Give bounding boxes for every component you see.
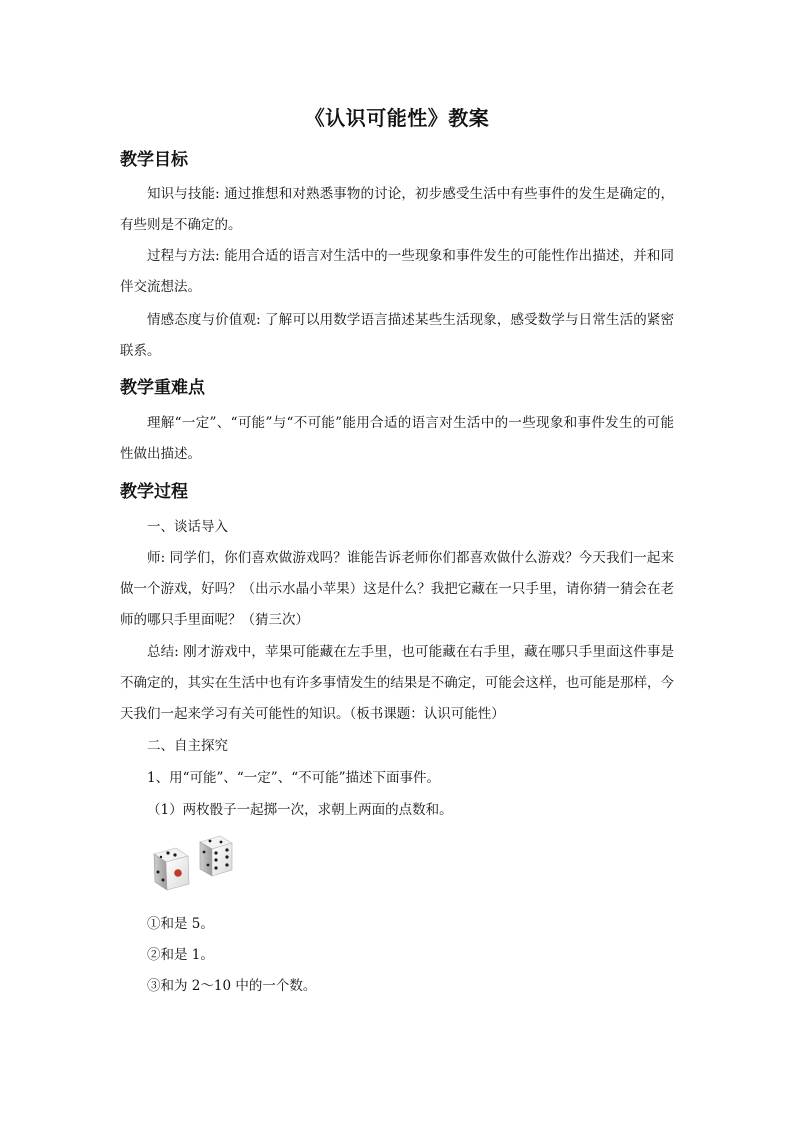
- key-points-paragraph: 理解“一定”、“可能”与“不可能”能用合适的语言对生活中的一些现象和事件发生的可能性做出描述。: [120, 415, 674, 462]
- list-item: ③和为 2～10 中的一个数。: [147, 978, 317, 994]
- process-step-2-title: 二、自主探究: [147, 738, 228, 754]
- section-heading-goals: 教学目标: [120, 150, 188, 170]
- process-step-1-title: 一、谈话导入: [147, 519, 228, 535]
- process-paragraph-intro: 师: 同学们，你们喜欢做游戏吗？谁能告诉老师你们都喜欢做什么游戏？今天我们一起来做一个游戏，好吗？（出示水晶小苹果）这是什么？我把它藏在一只手里，请你猜一猜会在老师的哪只手里面呢？（猜三次）: [120, 550, 674, 628]
- question-1: 1、用“可能”、“一定”、“不可能”描述下面事件。: [147, 770, 440, 786]
- section-heading-key-points: 教学重难点: [120, 378, 205, 398]
- question-1-sub: （1）两枚骰子一起掷一次，求朝上两面的点数和。: [147, 802, 453, 818]
- list-item: ①和是 5。: [147, 916, 214, 932]
- goals-paragraph-attitude: 情感态度与价值观: 了解可以用数学语言描述某些生活现象，感受数学与日常生活的紧密联系。: [120, 312, 674, 359]
- list-item: ②和是 1。: [147, 947, 214, 963]
- process-paragraph-summary: 总结: 刚才游戏中，苹果可能藏在左手里，也可能藏在右手里，藏在哪只手里面这件事是不确定的，其实在生活中也有许多事情发生的结果是不确定，可能会这样，也可能是那样，今天我们一起来学习有关可能性的知识。（板书课题：认识可能性）: [120, 644, 674, 722]
- section-heading-process: 教学过程: [120, 482, 188, 502]
- goals-paragraph-knowledge: 知识与技能: 通过推想和对熟悉事物的讨论，初步感受生活中有些事件的发生是确定的，有些则是不确定的。: [120, 186, 674, 233]
- die-right: [200, 836, 232, 876]
- dice-icon: [148, 832, 248, 900]
- die-left: [154, 848, 189, 890]
- goals-paragraph-process: 过程与方法: 能用合适的语言对生活中的一些现象和事件发生的可能性作出描述，并和同伴交流想法。: [120, 248, 674, 295]
- document-title: 《认识可能性》教案: [304, 106, 490, 130]
